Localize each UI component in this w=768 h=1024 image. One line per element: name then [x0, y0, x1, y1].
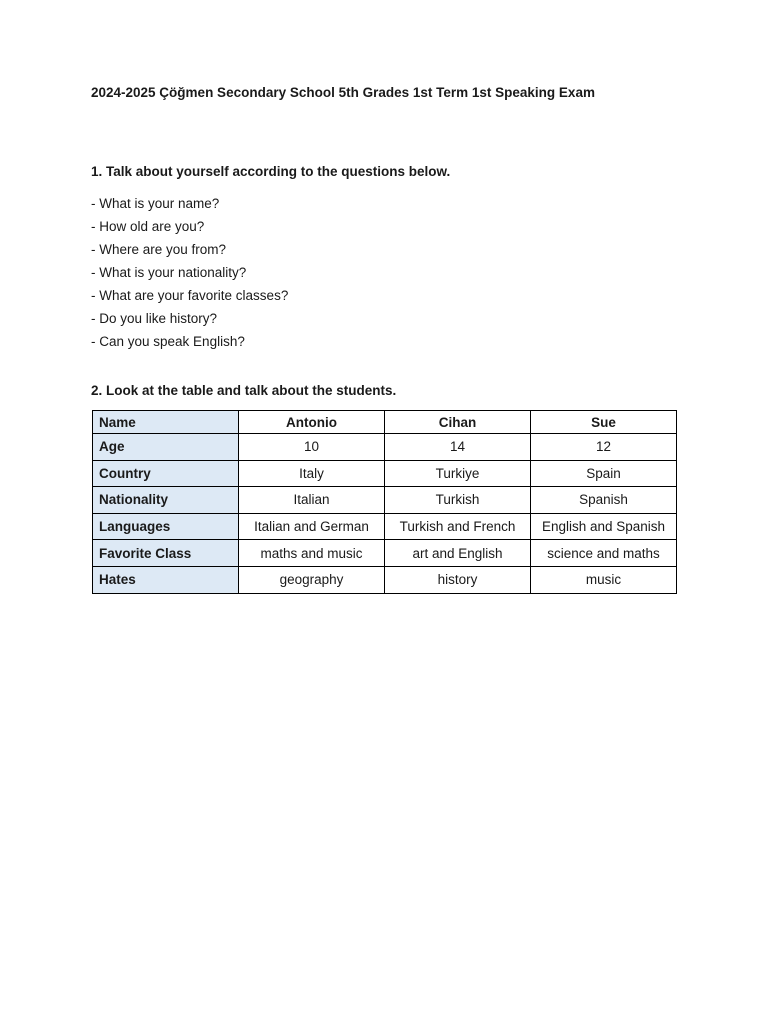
table-cell: Turkiye: [385, 460, 531, 487]
row-label-hates: Hates: [93, 566, 239, 593]
table-cell: Italian and German: [239, 513, 385, 540]
row-label-nationality: Nationality: [93, 487, 239, 514]
table-cell: science and maths: [531, 540, 677, 567]
question-item: - How old are you?: [91, 219, 205, 234]
table-row-nationality: [93, 487, 677, 514]
row-label-favorite-class: Favorite Class: [93, 540, 239, 567]
student-table: [92, 410, 677, 594]
table-row-country: [93, 460, 677, 487]
student-name-sue: Sue: [531, 411, 677, 434]
table-row-hates: [93, 566, 677, 593]
table-cell: 12: [531, 434, 677, 461]
row-label-country: Country: [93, 460, 239, 487]
question-item: - What is your nationality?: [91, 265, 247, 280]
table-cell: history: [385, 566, 531, 593]
table-cell: Spanish: [531, 487, 677, 514]
table-row-age: [93, 434, 677, 461]
student-name-cihan: Cihan: [385, 411, 531, 434]
row-label-age: Age: [93, 434, 239, 461]
table-header-row: [93, 411, 677, 434]
question-item: - Where are you from?: [91, 242, 227, 257]
student-name-antonio: Antonio: [239, 411, 385, 434]
table-cell: Turkish and French: [385, 513, 531, 540]
question-item: - Can you speak English?: [91, 334, 245, 349]
row-label-name: Name: [93, 411, 239, 434]
table-cell: 14: [385, 434, 531, 461]
table-cell: English and Spanish: [531, 513, 677, 540]
row-label-languages: Languages: [93, 513, 239, 540]
table-cell: Italian: [239, 487, 385, 514]
question-item: - What are your favorite classes?: [91, 288, 289, 303]
table-cell: art and English: [385, 540, 531, 567]
table-row-languages: [93, 513, 677, 540]
question-list: [91, 195, 288, 356]
section-2-heading: 2. Look at the table and talk about the students.: [91, 383, 397, 398]
table-cell: Spain: [531, 460, 677, 487]
table-cell: 10: [239, 434, 385, 461]
question-item: - Do you like history?: [91, 311, 218, 326]
table-cell: maths and music: [239, 540, 385, 567]
question-item: - What is your name?: [91, 196, 220, 211]
table-cell: music: [531, 566, 677, 593]
page-title: 2024-2025 Çöğmen Secondary School 5th Grades 1st Term 1st Speaking Exam: [91, 85, 595, 100]
section-1-heading: 1. Talk about yourself according to the questions below.: [91, 164, 451, 179]
table-cell: Italy: [239, 460, 385, 487]
table-cell: Turkish: [385, 487, 531, 514]
table-row-favorite-class: [93, 540, 677, 567]
table-cell: geography: [239, 566, 385, 593]
